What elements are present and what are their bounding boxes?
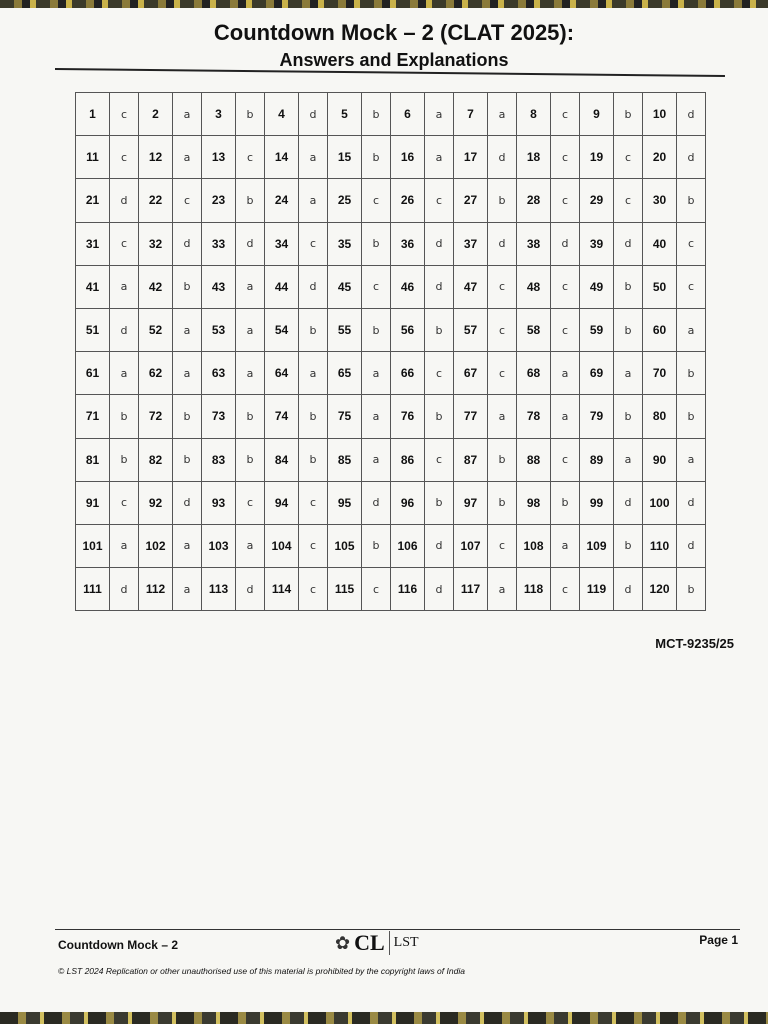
question-number: 99 [580, 481, 614, 524]
question-number: 110 [643, 524, 677, 567]
question-number: 37 [454, 222, 488, 265]
answer-option: c [173, 179, 202, 222]
answer-option: d [614, 568, 643, 611]
answer-option: b [614, 524, 643, 567]
answer-option: a [362, 352, 391, 395]
question-number: 87 [454, 438, 488, 481]
question-number: 7 [454, 93, 488, 136]
question-number: 13 [202, 136, 236, 179]
answer-option: b [362, 524, 391, 567]
answer-option: d [677, 481, 706, 524]
document-page [0, 8, 768, 1012]
page-subtitle: Answers and Explanations [279, 50, 509, 70]
answer-option: d [614, 481, 643, 524]
table-row [76, 222, 706, 265]
question-number: 72 [139, 395, 173, 438]
question-number: 100 [643, 481, 677, 524]
question-number: 3 [202, 93, 236, 136]
answer-option: d [236, 568, 265, 611]
question-number: 76 [391, 395, 425, 438]
answer-option: d [425, 524, 454, 567]
answer-option: a [173, 524, 202, 567]
question-number: 112 [139, 568, 173, 611]
document-code: MCT-9235/25 [655, 636, 734, 651]
question-number: 29 [580, 179, 614, 222]
answer-option: c [362, 179, 391, 222]
answer-option: b [110, 395, 139, 438]
question-number: 116 [391, 568, 425, 611]
question-number: 105 [328, 524, 362, 567]
answer-option: c [551, 568, 580, 611]
page-title: Countdown Mock – 2 (CLAT 2025): [213, 20, 575, 45]
question-number: 91 [76, 481, 110, 524]
question-number: 11 [76, 136, 110, 179]
answer-option: c [110, 93, 139, 136]
answer-option: d [173, 222, 202, 265]
question-number: 59 [580, 308, 614, 351]
question-number: 84 [265, 438, 299, 481]
question-number: 80 [643, 395, 677, 438]
question-number: 55 [328, 308, 362, 351]
footer-title: Countdown Mock – 2 [58, 938, 178, 952]
answer-option: c [551, 438, 580, 481]
answer-option: a [614, 352, 643, 395]
question-number: 23 [202, 179, 236, 222]
answer-option: b [173, 265, 202, 308]
question-number: 88 [517, 438, 551, 481]
answer-option: b [425, 308, 454, 351]
answer-option: d [425, 222, 454, 265]
question-number: 96 [391, 481, 425, 524]
answer-option: d [110, 179, 139, 222]
answer-option: d [551, 222, 580, 265]
answer-option: b [488, 179, 517, 222]
answer-option: b [236, 179, 265, 222]
answer-option: a [110, 352, 139, 395]
question-number: 98 [517, 481, 551, 524]
answer-option: b [362, 308, 391, 351]
question-number: 102 [139, 524, 173, 567]
table-row [76, 265, 706, 308]
copyright-notice: © LST 2024 Replication or other unauthorised use of this material is prohibited by the copyright laws of India [58, 966, 465, 976]
question-number: 48 [517, 265, 551, 308]
question-number: 63 [202, 352, 236, 395]
answer-option: d [362, 481, 391, 524]
question-number: 66 [391, 352, 425, 395]
question-number: 101 [76, 524, 110, 567]
answer-option: a [110, 524, 139, 567]
question-number: 114 [265, 568, 299, 611]
answer-option: d [614, 222, 643, 265]
answer-option: b [362, 93, 391, 136]
question-number: 19 [580, 136, 614, 179]
answer-option: a [173, 308, 202, 351]
table-row [76, 568, 706, 611]
question-number: 34 [265, 222, 299, 265]
question-number: 20 [643, 136, 677, 179]
answer-option: c [551, 93, 580, 136]
answer-option: b [173, 395, 202, 438]
question-number: 51 [76, 308, 110, 351]
question-number: 103 [202, 524, 236, 567]
answer-option: d [110, 308, 139, 351]
answer-option: a [551, 352, 580, 395]
answer-option: d [299, 93, 328, 136]
answer-option: d [110, 568, 139, 611]
question-number: 14 [265, 136, 299, 179]
answer-option: b [362, 222, 391, 265]
answer-option: b [614, 308, 643, 351]
answer-option: c [425, 179, 454, 222]
question-number: 113 [202, 568, 236, 611]
answer-option: a [299, 179, 328, 222]
question-number: 54 [265, 308, 299, 351]
answer-option: a [425, 136, 454, 179]
answer-option: a [677, 438, 706, 481]
answer-option: a [236, 524, 265, 567]
answer-option: a [488, 93, 517, 136]
table-row [76, 136, 706, 179]
question-number: 61 [76, 352, 110, 395]
question-number: 65 [328, 352, 362, 395]
question-number: 49 [580, 265, 614, 308]
question-number: 38 [517, 222, 551, 265]
answer-option: b [677, 568, 706, 611]
question-number: 26 [391, 179, 425, 222]
answer-option: c [488, 308, 517, 351]
answer-option: b [488, 438, 517, 481]
question-number: 44 [265, 265, 299, 308]
page-number: Page 1 [699, 933, 738, 947]
question-number: 78 [517, 395, 551, 438]
logo-separator [389, 931, 390, 955]
question-number: 85 [328, 438, 362, 481]
answer-option: a [299, 352, 328, 395]
answer-option: c [110, 136, 139, 179]
question-number: 95 [328, 481, 362, 524]
answer-option: d [488, 136, 517, 179]
table-row [76, 352, 706, 395]
answer-option: c [551, 308, 580, 351]
question-number: 28 [517, 179, 551, 222]
question-number: 69 [580, 352, 614, 395]
answer-option: b [614, 395, 643, 438]
question-number: 41 [76, 265, 110, 308]
answer-option: a [551, 395, 580, 438]
answer-option: a [173, 93, 202, 136]
answer-option: d [299, 265, 328, 308]
answer-option: c [110, 222, 139, 265]
answer-option: c [425, 352, 454, 395]
answer-option: a [110, 265, 139, 308]
question-number: 25 [328, 179, 362, 222]
question-number: 81 [76, 438, 110, 481]
question-number: 97 [454, 481, 488, 524]
question-number: 83 [202, 438, 236, 481]
question-number: 45 [328, 265, 362, 308]
question-number: 92 [139, 481, 173, 524]
answer-option: a [677, 308, 706, 351]
swirl-icon: ✿ [335, 932, 351, 953]
question-number: 12 [139, 136, 173, 179]
answer-option: b [299, 438, 328, 481]
answer-option: c [614, 136, 643, 179]
question-number: 118 [517, 568, 551, 611]
answer-option: a [236, 352, 265, 395]
question-number: 2 [139, 93, 173, 136]
question-number: 17 [454, 136, 488, 179]
question-number: 8 [517, 93, 551, 136]
answer-option: b [425, 395, 454, 438]
publisher-logo [335, 930, 419, 956]
table-row [76, 395, 706, 438]
answer-option: b [677, 395, 706, 438]
answer-option: c [299, 568, 328, 611]
answer-option: a [173, 568, 202, 611]
question-number: 73 [202, 395, 236, 438]
question-number: 35 [328, 222, 362, 265]
question-number: 68 [517, 352, 551, 395]
question-number: 67 [454, 352, 488, 395]
answer-option: c [425, 438, 454, 481]
question-number: 119 [580, 568, 614, 611]
logo-lst-text: LST [393, 935, 419, 950]
question-number: 47 [454, 265, 488, 308]
table-row [76, 438, 706, 481]
table-row [76, 308, 706, 351]
scan-edge-bottom [0, 1012, 768, 1024]
answer-option: c [488, 352, 517, 395]
question-number: 108 [517, 524, 551, 567]
answer-option: b [614, 265, 643, 308]
question-number: 57 [454, 308, 488, 351]
answer-option: c [677, 265, 706, 308]
answer-option: c [488, 524, 517, 567]
question-number: 10 [643, 93, 677, 136]
answer-option: a [362, 395, 391, 438]
answer-option: b [299, 308, 328, 351]
question-number: 115 [328, 568, 362, 611]
answer-option: c [299, 524, 328, 567]
question-number: 86 [391, 438, 425, 481]
question-number: 39 [580, 222, 614, 265]
question-number: 74 [265, 395, 299, 438]
question-number: 46 [391, 265, 425, 308]
answer-option: a [236, 308, 265, 351]
question-number: 58 [517, 308, 551, 351]
question-number: 32 [139, 222, 173, 265]
answer-option: b [173, 438, 202, 481]
answer-option: a [173, 136, 202, 179]
question-number: 89 [580, 438, 614, 481]
logo-cl-text: CL [354, 930, 385, 955]
question-number: 15 [328, 136, 362, 179]
answer-option: b [362, 136, 391, 179]
table-row [76, 93, 706, 136]
answer-option: b [551, 481, 580, 524]
answer-option: b [614, 93, 643, 136]
answer-option: c [551, 179, 580, 222]
question-number: 82 [139, 438, 173, 481]
answer-option: c [551, 136, 580, 179]
question-number: 53 [202, 308, 236, 351]
answer-option: b [488, 481, 517, 524]
question-number: 1 [76, 93, 110, 136]
table-row [76, 481, 706, 524]
question-number: 24 [265, 179, 299, 222]
question-number: 56 [391, 308, 425, 351]
question-number: 33 [202, 222, 236, 265]
answer-option: c [299, 481, 328, 524]
question-number: 16 [391, 136, 425, 179]
question-number: 94 [265, 481, 299, 524]
answer-option: b [236, 93, 265, 136]
answer-option: d [425, 265, 454, 308]
answer-option: d [677, 93, 706, 136]
table-row [76, 524, 706, 567]
question-number: 79 [580, 395, 614, 438]
answer-option: c [614, 179, 643, 222]
question-number: 9 [580, 93, 614, 136]
answer-option: d [173, 481, 202, 524]
question-number: 71 [76, 395, 110, 438]
answer-option: b [299, 395, 328, 438]
answer-option: c [110, 481, 139, 524]
answer-option: a [173, 352, 202, 395]
answer-option: a [551, 524, 580, 567]
question-number: 109 [580, 524, 614, 567]
question-number: 6 [391, 93, 425, 136]
question-number: 70 [643, 352, 677, 395]
question-number: 18 [517, 136, 551, 179]
question-number: 36 [391, 222, 425, 265]
question-number: 62 [139, 352, 173, 395]
question-number: 77 [454, 395, 488, 438]
question-number: 64 [265, 352, 299, 395]
question-number: 75 [328, 395, 362, 438]
answer-option: b [236, 438, 265, 481]
question-number: 90 [643, 438, 677, 481]
answer-option: d [488, 222, 517, 265]
question-number: 21 [76, 179, 110, 222]
question-number: 104 [265, 524, 299, 567]
question-number: 106 [391, 524, 425, 567]
question-number: 111 [76, 568, 110, 611]
answer-option: c [299, 222, 328, 265]
answer-option: d [425, 568, 454, 611]
answer-option: c [677, 222, 706, 265]
question-number: 52 [139, 308, 173, 351]
answer-option: a [299, 136, 328, 179]
answer-option: a [236, 265, 265, 308]
question-number: 40 [643, 222, 677, 265]
answer-key-table [75, 92, 706, 611]
answer-option: a [362, 438, 391, 481]
answer-option: c [236, 481, 265, 524]
question-number: 107 [454, 524, 488, 567]
answer-option: c [236, 136, 265, 179]
answer-option: a [614, 438, 643, 481]
question-number: 30 [643, 179, 677, 222]
question-number: 31 [76, 222, 110, 265]
answer-option: c [362, 568, 391, 611]
question-number: 93 [202, 481, 236, 524]
answer-option: c [488, 265, 517, 308]
question-number: 50 [643, 265, 677, 308]
answer-option: b [236, 395, 265, 438]
answer-option: c [362, 265, 391, 308]
question-number: 117 [454, 568, 488, 611]
answer-option: b [677, 352, 706, 395]
question-number: 5 [328, 93, 362, 136]
question-number: 120 [643, 568, 677, 611]
answer-option: b [425, 481, 454, 524]
question-number: 60 [643, 308, 677, 351]
table-row [76, 179, 706, 222]
answer-option: a [488, 395, 517, 438]
question-number: 43 [202, 265, 236, 308]
question-number: 42 [139, 265, 173, 308]
answer-option: a [488, 568, 517, 611]
answer-option: b [677, 179, 706, 222]
answer-option: b [110, 438, 139, 481]
answer-option: d [236, 222, 265, 265]
answer-option: d [677, 524, 706, 567]
question-number: 4 [265, 93, 299, 136]
question-number: 27 [454, 179, 488, 222]
answer-option: d [677, 136, 706, 179]
answer-option: c [551, 265, 580, 308]
answer-option: a [425, 93, 454, 136]
question-number: 22 [139, 179, 173, 222]
